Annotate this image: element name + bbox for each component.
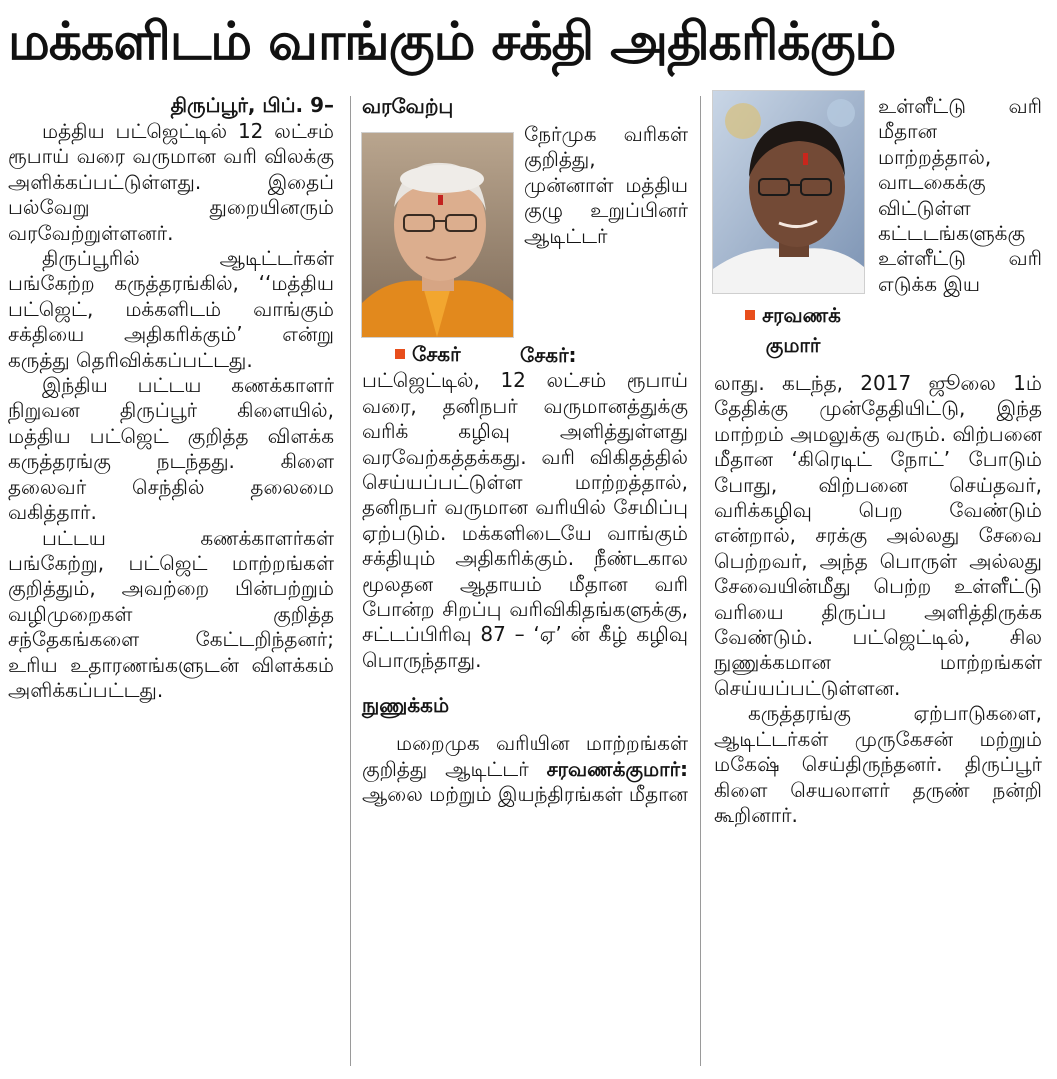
portrait-saravanakumar-image	[713, 91, 864, 293]
float-text-input-tax: உள்ளீட்டு வரி மீதான மாற்றத்தால், வாடகைக்கு விட்டுள்ள கட்டடங்களுக்கு உள்ளீட்டு வரி எடுக்க இய	[878, 94, 1042, 296]
portrait-sekar-image	[362, 133, 513, 337]
subhead-welcome: வரவேற்பு	[362, 94, 454, 118]
caption-sekar-text: சேகர்	[412, 342, 461, 366]
paragraph: பட்டய கணக்காளர்கள் பங்கேற்று, பட்ஜெட் மாற்றங்கள் குறித்தும், அவற்றை பின்பற்றும் வழிமுறைகள் குறித்த சந்தேகங்களை கேட்டறிந்தனர்; உரிய உதாரணங்களுடன் விளக்கம் அளிக்கப்பட்டது.	[8, 525, 334, 702]
column-divider-2	[700, 96, 701, 1066]
paragraph: லாது. கடந்த, 2017 ஜூலை 1ம் தேதிக்கு முன்தேதியிட்டு, இந்த மாற்றம் அமலுக்கு வரும். விற்பனை மீதான ‘கிரெடிட் நோட்’ போடும் போது, விற்பனை செய்தவர், வரிக்கழிவு பெற வேண்டும் என்றால், சரக்கு அல்லது சேவை பெற்றவர், அந்த பொருள் அல்லது சேவையின்மீது பெற்ற உள்ளீட்டு வரியை திருப்ப அளித்திருக்க வேண்டும். பட்ஜெட்டில், சில நுணுக்கமான மாற்றங்கள் செய்யப்பட்டுள்ளன.	[714, 371, 1043, 700]
paragraph: மத்திய பட்ஜெட்டில் 12 லட்சம் ரூபாய் வரை வருமான வரி விலக்கு அளிக்கப்பட்டுள்ளது. இதைப் பல்வேறு துறையினரும் வரவேற்றுள்ளனர்.	[8, 119, 334, 245]
speaker-sekar: சேகர்:	[520, 343, 577, 367]
caption-square-icon	[745, 310, 755, 320]
paragraph: திருப்பூரில் ஆடிட்டர்கள் பங்கேற்ற கருத்தரங்கில், ‘‘மத்திய பட்ஜெட், மக்களிடம் வாங்கும் சக்தியை அதிகரிக்கும்’ என்று கருத்து தெரிவிக்கப்பட்டது.	[8, 246, 334, 372]
speaker-saravanakumar: சரவணக்குமார்:	[546, 756, 689, 781]
float-text-intro: நேர்முக வரிகள் குறித்து, முன்னாள் மத்திய குழு உறுப்பினர் ஆடிட்டர்	[524, 122, 688, 248]
speaker-sekar-body: பட்ஜெட்டில், 12 லட்சம் ரூபாய் வரை, தனிநபர் வருமானத்துக்கு வரிக் கழிவு அளித்துள்ளது வரவேற்கத்தக்கது. வரி விகிதத்தில் செய்யப்பட்டுள்ள மாற்றத்தால், தனிநபர் வருமான வரியில் சேமிப்பு ஏற்படும். மக்களிடையே வாங்கும் சக்தியும் அதிகரிக்கும். நீண்டகால மூலதன ஆதாயம் மீதான வரி போன்ற சிறப்பு வரிவிகிதங்களுக்கு, சட்டப்பிரிவு 87 – ‘ஏ’ ன் கீழ் கழிவு பொருந்தாது.	[362, 368, 688, 672]
paragraph: கருத்தரங்கு ஏற்பாடுகளை, ஆடிட்டர்கள் முருகேசன் மற்றும் மகேஷ் செய்திருந்தனர். திருப்பூர் கிளை செயலாளர் தருண் நன்றி கூறினார்.	[714, 701, 1042, 827]
caption-saravanakumar-line1: சரவணக்	[762, 303, 841, 327]
caption-saravanakumar-line2: குமார்	[765, 333, 821, 357]
photo-sekar	[361, 132, 514, 338]
caption-line-1	[724, 300, 862, 330]
paragraph: இந்திய பட்டய கணக்காளர் நிறுவன திருப்பூர் கிளையில், மத்திய பட்ஜெட் குறித்த விளக்க கருத்தரங்கு நடந்தது. கிளை தலைவர் செந்தில் தலைமை வகித்தார்.	[8, 373, 334, 525]
column-3-float-text	[878, 94, 1042, 297]
dateline: திருப்பூர், பிப். 9–	[170, 93, 334, 117]
photo-saravanakumar	[712, 90, 865, 294]
column-1	[8, 92, 334, 703]
subhead-nuance: நுணுக்கம்	[362, 693, 450, 718]
caption-line-2	[724, 330, 862, 360]
caption-saravanakumar	[724, 300, 862, 360]
column-3-body	[714, 371, 1042, 828]
column-2-body	[362, 343, 688, 808]
headline-text: மக்களிடம் வாங்கும் சக்தி அதிகரிக்கும்	[8, 12, 896, 72]
column-2-header	[362, 92, 688, 126]
body2-lead: மறைமுக வரியின மாற்றங்கள் குறித்து ஆடிட்டர்	[362, 731, 688, 781]
column-2-float-text	[524, 122, 688, 249]
speaker-paragraph-2	[362, 731, 688, 807]
speaker-paragraph	[362, 343, 688, 673]
body2-tail: ஆலை மற்றும் இயந்திரங்கள் மீதான	[362, 782, 688, 807]
headline	[8, 2, 1049, 82]
column-divider-1	[350, 96, 351, 1066]
